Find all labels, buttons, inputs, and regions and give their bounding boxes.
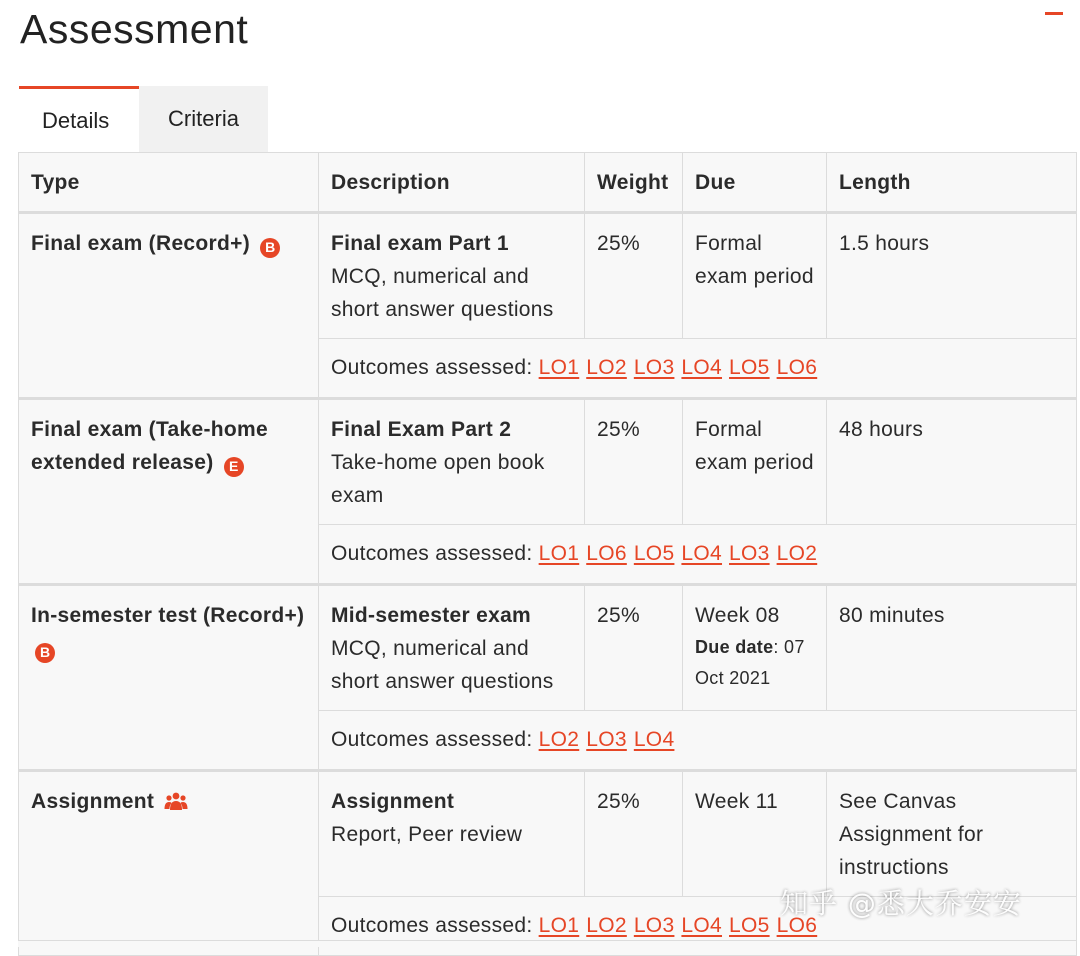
description-text: MCQ, numerical and short answer questions bbox=[331, 265, 554, 321]
header-length: Length bbox=[827, 153, 1077, 213]
outcome-link[interactable]: LO2 bbox=[776, 542, 818, 565]
due-cell: Formal exam period bbox=[683, 213, 827, 339]
description-title: Assignment bbox=[331, 790, 455, 813]
table-row bbox=[19, 213, 1077, 339]
due-week: Week 08 bbox=[695, 604, 780, 627]
outcome-link[interactable]: LO5 bbox=[633, 542, 675, 565]
due-date-label: Due date bbox=[695, 637, 774, 657]
outcome-link[interactable]: LO4 bbox=[681, 542, 723, 565]
table-row bbox=[19, 399, 1077, 525]
description-title: Final Exam Part 2 bbox=[331, 418, 512, 441]
description-text: Report, Peer review bbox=[331, 823, 523, 846]
type-cell bbox=[19, 771, 319, 956]
watermark: 知乎 @悉大乔安安 bbox=[780, 887, 1022, 920]
outcome-link[interactable]: LO4 bbox=[633, 728, 675, 751]
type-cell bbox=[19, 213, 319, 399]
description-cell bbox=[319, 585, 585, 711]
table-row bbox=[19, 585, 1077, 711]
description-title: Mid-semester exam bbox=[331, 604, 532, 627]
outcomes-label: Outcomes assessed: bbox=[331, 356, 533, 379]
tab-bar bbox=[19, 86, 268, 152]
type-label: Assignment bbox=[31, 790, 155, 813]
tab-details[interactable]: Details bbox=[19, 86, 139, 152]
due-cell bbox=[683, 585, 827, 711]
weight-cell: 25% bbox=[585, 213, 683, 339]
weight-cell: 25% bbox=[585, 771, 683, 897]
outcome-link[interactable]: LO2 bbox=[538, 728, 580, 751]
weight-cell: 25% bbox=[585, 399, 683, 525]
outcome-link[interactable]: LO1 bbox=[538, 542, 580, 565]
due-cell: Week 11 bbox=[683, 771, 827, 897]
type-label: Final exam (Record+) bbox=[31, 232, 250, 255]
outcome-link[interactable]: LO1 bbox=[538, 356, 580, 379]
outcomes-cell bbox=[319, 711, 1077, 771]
outcomes-label: Outcomes assessed: bbox=[331, 728, 533, 751]
table-header-row bbox=[19, 153, 1077, 213]
outcome-link[interactable]: LO4 bbox=[681, 356, 723, 379]
collapse-icon[interactable] bbox=[1045, 12, 1063, 15]
description-text: MCQ, numerical and short answer questions bbox=[331, 637, 554, 693]
due-date bbox=[695, 632, 814, 694]
group-icon bbox=[164, 788, 188, 821]
weight-cell: 25% bbox=[585, 585, 683, 711]
outcomes-label: Outcomes assessed: bbox=[331, 914, 533, 937]
length-cell: 80 minutes bbox=[827, 585, 1077, 711]
description-cell bbox=[319, 771, 585, 897]
type-cell bbox=[19, 585, 319, 771]
length-cell: 48 hours bbox=[827, 399, 1077, 525]
badge-icon: B bbox=[260, 238, 280, 258]
outcomes-label: Outcomes assessed: bbox=[331, 542, 533, 565]
description-cell bbox=[319, 213, 585, 339]
due-cell: Formal exam period bbox=[683, 399, 827, 525]
outcome-link[interactable]: LO4 bbox=[681, 914, 723, 937]
assessment-table bbox=[18, 152, 1077, 956]
length-cell: 1.5 hours bbox=[827, 213, 1077, 339]
outcome-link[interactable]: LO6 bbox=[776, 914, 818, 937]
outcome-link[interactable]: LO5 bbox=[729, 356, 770, 379]
type-cell bbox=[19, 399, 319, 585]
table-row bbox=[19, 771, 1077, 897]
type-label: In-semester test (Record+) bbox=[31, 604, 305, 627]
outcome-link[interactable]: LO6 bbox=[586, 542, 627, 565]
length-cell: See Canvas Assignment for instructions bbox=[827, 771, 1077, 897]
description-text: Take-home open book exam bbox=[331, 451, 545, 507]
outcome-link[interactable]: LO1 bbox=[538, 914, 580, 937]
outcome-link[interactable]: LO2 bbox=[586, 914, 627, 937]
page-title: Assessment bbox=[20, 6, 249, 52]
badge-icon: B bbox=[35, 643, 55, 663]
header-description: Description bbox=[319, 153, 585, 213]
tab-criteria[interactable]: Criteria bbox=[139, 86, 268, 152]
description-cell bbox=[319, 399, 585, 525]
description-title: Final exam Part 1 bbox=[331, 232, 509, 255]
due-date-value: : 07 Oct 2021 bbox=[695, 637, 805, 688]
header-type: Type bbox=[19, 153, 319, 213]
outcome-link[interactable]: LO2 bbox=[586, 356, 627, 379]
outcomes-cell bbox=[319, 339, 1077, 399]
outcome-link[interactable]: LO3 bbox=[729, 542, 770, 565]
outcomes-cell bbox=[319, 525, 1077, 585]
outcome-link[interactable]: LO3 bbox=[633, 914, 675, 937]
outcome-link[interactable]: LO6 bbox=[776, 356, 818, 379]
badge-icon: E bbox=[224, 457, 244, 477]
header-due: Due bbox=[683, 153, 827, 213]
type-label: Final exam (Take-home extended release) bbox=[31, 418, 268, 474]
outcome-link[interactable]: LO5 bbox=[729, 914, 770, 937]
outcome-link[interactable]: LO3 bbox=[633, 356, 675, 379]
outcome-link[interactable]: LO3 bbox=[586, 728, 627, 751]
header-weight: Weight bbox=[585, 153, 683, 213]
